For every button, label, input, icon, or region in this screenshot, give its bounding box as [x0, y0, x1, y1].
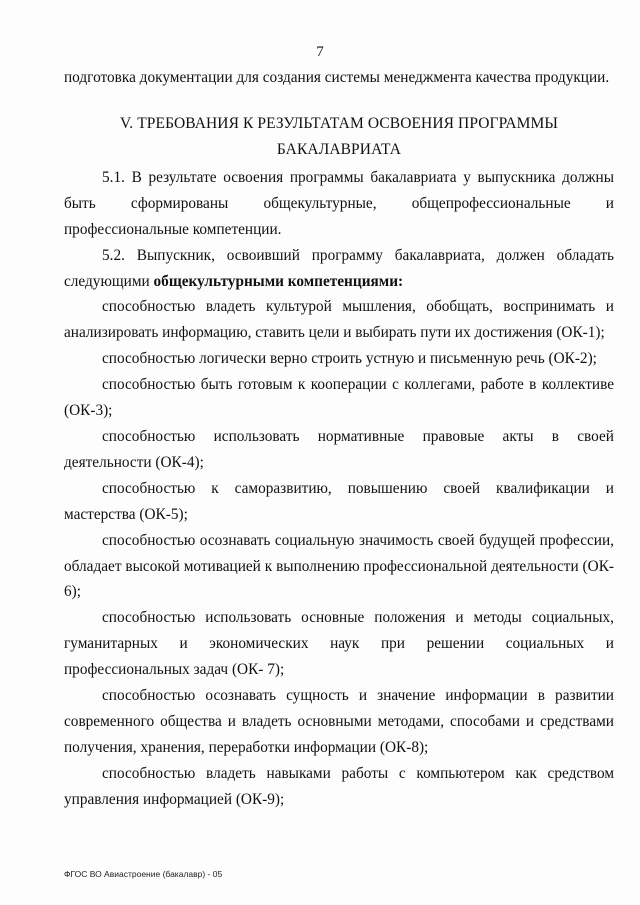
competency-ok-8: способностью осознавать сущность и значение информации в развитии современного общества и владеть основными методами, способами и средствами получения, хранения, переработки информации (ОК-8); [64, 687, 614, 756]
competency-ok-1: способностью владеть культурой мышления, обобщать, воспринимать и анализировать информацию, ставить цели и выбирать пути их достижения (ОК-1); [64, 298, 614, 342]
section-heading [64, 111, 614, 163]
paragraph-5-2 [64, 243, 614, 295]
paragraph-5-1: 5.1. В результате освоения программы бакалавриата у выпускника должны быть сформированы общекультурные, общепрофессиональные и профессиональные компетенции. [64, 168, 614, 238]
section-heading-line-1: V. ТРЕБОВАНИЯ К РЕЗУЛЬТАТАМ ОСВОЕНИЯ ПРОГРАММЫ [119, 114, 559, 132]
competency-ok-5: способностью к саморазвитию, повышению своей квалификации и мастерства (ОК-5); [64, 479, 614, 523]
page-footer: ФГОС ВО Авиастроение (бакалавр) - 05 [64, 869, 223, 879]
paragraph-5-2-lead: 5.2. Выпускник, освоивший программу бакалавриата, должен обладать следующими [64, 246, 614, 290]
competency-ok-6: способностью осознавать социальную значимость своей будущей профессии, обладает высокой мотивацией к выполнению профессиональной деятельности (ОК- 6); [64, 531, 614, 601]
competency-ok-3: способностью быть готовым к кооперации с коллегами, работе в коллективе (ОК-3); [64, 376, 614, 420]
competency-ok-2: способностью логически верно строить устную и письменную речь (ОК-2); [102, 350, 597, 368]
document-body [64, 65, 614, 813]
competency-ok-9: способностью владеть навыками работы с компьютером как средством управления информацией (ОК-9); [64, 764, 614, 808]
competency-ok-4: способностью использовать нормативные правовые акты в своей деятельности (ОК-4); [64, 427, 614, 471]
section-heading-line-2: БАКАЛАВРИАТА [276, 140, 402, 158]
paragraph-5-2-bold: общекультурными компетенциями: [153, 272, 404, 290]
continuation-paragraph: подготовка документации для создания системы менеджмента качества продукции. [64, 69, 610, 86]
competency-ok-7: способностью использовать основные положения и методы социальных, гуманитарных и экономических наук при решении социальных и профессиональных задач (ОК- 7); [64, 609, 614, 679]
page-number: 7 [316, 44, 324, 60]
